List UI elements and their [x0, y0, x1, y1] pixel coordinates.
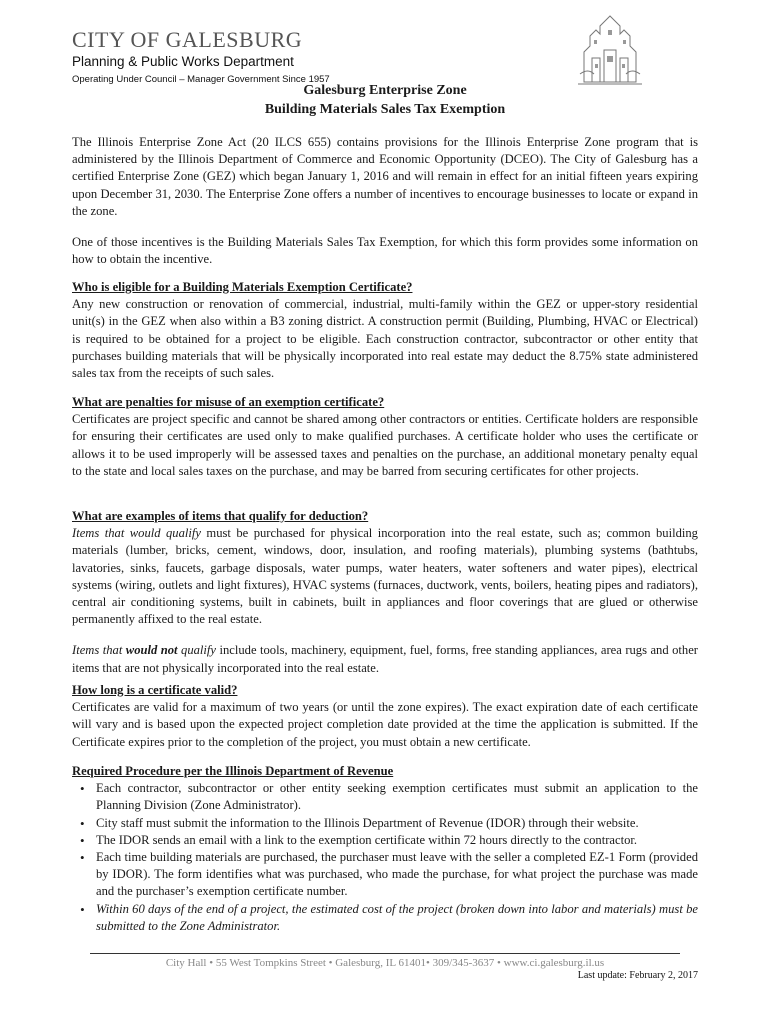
department-name: Planning & Public Works Department [72, 54, 294, 69]
procedure-heading: Required Procedure per the Illinois Department of Revenue [72, 764, 394, 778]
footer-divider [90, 953, 680, 954]
footer-address: City Hall • 55 West Tompkins Street • Galesburg, IL 61401• 309/345-3637 • www.ci.galesburg.il.us [165, 957, 605, 969]
city-seal-icon [570, 12, 650, 92]
document-subtitle: Building Materials Sales Tax Exemption [264, 102, 506, 117]
document-title: Galesburg Enterprise Zone [303, 83, 467, 98]
intro-paragraph-1: The Illinois Enterprise Zone Act (20 ILCS 655) contains provisions for the Illinois Enterprise Zone program that is administered by the Illinois Department of Commerce and Economic Opportunity (DCEO). The City of Galesburg has a certified Enterprise Zone (GEZ) which began January 1, 2016 and will remain in effect for an initial fifteen years expiring upon December 31, 2030. The Enterprise Zone offers a number of incentives to encourage businesses to locate or expand in the zone. [72, 135, 698, 218]
not-qualify-lead-3: qualify [177, 643, 216, 658]
examples-section [72, 508, 698, 677]
procedure-item: • City staff must submit the information to the Illinois Department of Revenue (IDOR) through their website. [92, 815, 698, 832]
procedure-item: • Within 60 days of the end of a project, the estimated cost of the project (broken down into labor and materials) must be submitted to the Zone Administrator. [92, 901, 698, 935]
penalties-body: Certificates are project specific and cannot be shared among other contractors or entities. Certificate holders are responsible for ensuring their certificates are used only to make qualified purchases. A certificate holder who uses the certificate or allows it to be used improperly will be assessed taxes and penalties on the purchase, an additional monetary penalty equal to the state and local sales taxes on the purchase, and may be barred from securing certificates for other projects. [72, 412, 698, 478]
qualify-paragraph [72, 525, 698, 628]
eligibility-body: Any new construction or renovation of commercial, industrial, multi-family within the GEZ or upper-story residential unit(s) in the GEZ when also within a B3 zoning district. A construction permit (Building, Plumbing, HVAC or Electrical) is required to be obtained for a project to be eligible. Each construction contractor, subcontractor or other entity that purchases building materials that will be physically incorporated into real estate may deduct the 8.75% state administered sales tax from the receipts of such sales. [72, 297, 698, 381]
qualify-lead: Items that would qualify [72, 526, 201, 541]
government-line: Operating Under Council – Manager Government Since 1957 [72, 74, 330, 85]
eligibility-section [72, 279, 698, 382]
penalties-section [72, 394, 698, 480]
eligibility-heading: Who is eligible for a Building Materials Exemption Certificate? [72, 280, 413, 294]
last-updated: Last update: February 2, 2017 [577, 970, 698, 981]
not-qualify-paragraph [72, 642, 698, 676]
not-qualify-body: include tools, machinery, equipment, fuel, forms, free standing appliances, area rugs and other items that are not physically incorporated into the real estate. [72, 643, 698, 675]
examples-heading: What are examples of items that qualify for deduction? [72, 509, 369, 523]
procedure-section [72, 763, 698, 935]
penalties-heading: What are penalties for misuse of an exemption certificate? [72, 395, 385, 409]
procedure-item: • Each contractor, subcontractor or other entity seeking exemption certificates must submit an application to the Planning Division (Zone Administrator). [92, 780, 698, 814]
procedure-item: • Each time building materials are purchased, the purchaser must leave with the seller a completed EZ-1 Form (provided by IDOR). The form identifies what was purchased, who made the purchase, for what project the purchase was made and the purchaser’s exemption certificate number. [92, 849, 698, 901]
not-qualify-lead-2: would not [125, 643, 178, 658]
procedure-list [72, 780, 698, 935]
not-qualify-lead-1: Items that [72, 643, 126, 658]
validity-section [72, 682, 698, 751]
intro-paragraph-2: One of those incentives is the Building Materials Sales Tax Exemption, for which this form provides some information on how to obtain the incentive. [72, 235, 698, 267]
qualify-body: must be purchased for physical incorporation into the real estate, such as; common building materials (lumber, bricks, cement, windows, door, insulation, and roofing materials), plumbing systems (bathtubs, lavatories, sinks, faucets, garbage disposals, water pumps, water heaters, water softeners and water pipes), electrical systems (wiring, outlets and light fixtures), HVAC systems (furnaces, ductwork, vents, boilers, heating pipes and radiators), central air conditioning systems, built in cabinets, built in appliances and floor coverings that are glued or otherwise permanently affixed to the real estate. [72, 526, 698, 627]
validity-body: Certificates are valid for a maximum of two years (or until the zone expires). The exact expiration date of each certificate will vary and is based upon the expected project completion date provided at the time the application is submitted. If the Certificate expires prior to the completion of the project, you must obtain a new certificate. [72, 700, 698, 749]
validity-heading: How long is a certificate valid? [72, 683, 238, 697]
org-name: CITY OF GALESBURG [72, 27, 303, 52]
procedure-item: • The IDOR sends an email with a link to the exemption certificate within 72 hours directly to the contractor. [92, 832, 698, 849]
intro-section [72, 134, 698, 268]
